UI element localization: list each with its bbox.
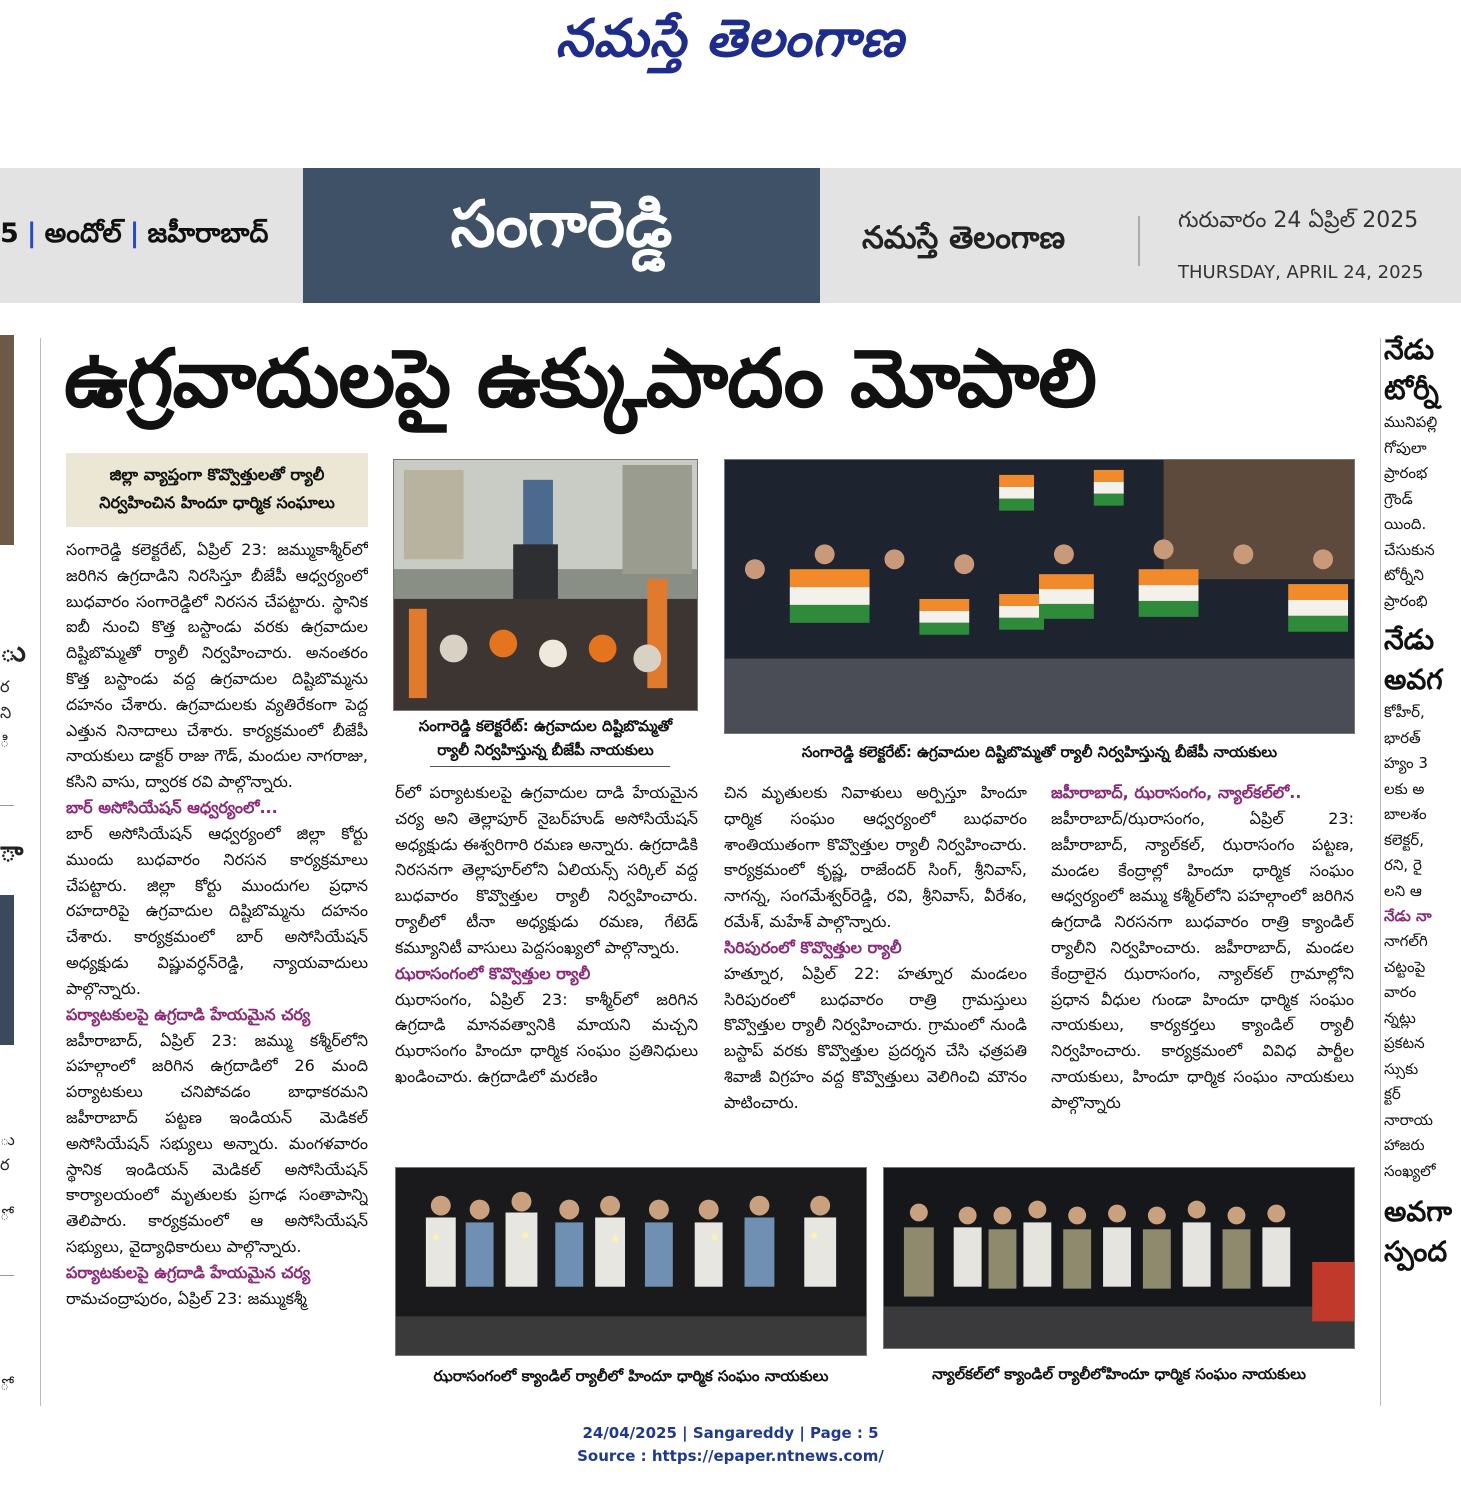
cropped-text: స్సుకు: [1384, 1059, 1419, 1078]
section-banner: [0, 168, 1461, 303]
footer-page-info: 24/04/2025 | Sangareddy | Page : 5: [582, 1424, 879, 1442]
column-rule: [40, 338, 41, 1406]
cropped-text: రని, రై: [1384, 856, 1422, 874]
right-cropped-column: [1384, 330, 1461, 1410]
section-kicker: సిరిపురంలో కొవ్వొత్తుల ర్యాలీ: [724, 937, 902, 957]
cropped-heading: అవగా: [1384, 1195, 1453, 1228]
cropped-text: నారాయ: [1384, 1110, 1433, 1129]
cropped-text: ప్రారంభి: [1384, 591, 1428, 610]
subhead-box: [66, 453, 368, 527]
cropped-text: లని ఆ: [1384, 881, 1422, 900]
caption-rule: [430, 766, 670, 767]
cropped-text: ా: [0, 835, 24, 868]
left-cropped-column: [0, 335, 26, 1405]
article-column-4: [1051, 780, 1354, 1146]
photo-caption: ఝరాసంగంలో క్యాండిల్ ర్యాలీలో హిందూ ధార్మిక సంఘం నాయకులు: [433, 1367, 829, 1385]
article-paragraph: రామచంద్రాపురం, ఏప్రిల్ 23: జమ్ముకశ్మీ: [66, 1288, 307, 1308]
photo-candle-rally-jharasangam: [395, 1167, 867, 1356]
cropped-text: చట్టంపై: [1384, 957, 1426, 976]
nav-item: 5: [0, 218, 19, 249]
section-kicker: ఝరాసంగంలో కొవ్వొత్తుల ర్యాలీ: [395, 963, 591, 983]
cropped-text: బాలశం: [1384, 805, 1427, 823]
page-footer: [0, 1422, 1461, 1468]
banner-nav: 5 | అందోల్ | జహీరాబాద్: [0, 218, 269, 249]
photo-effigy-rally: [393, 459, 698, 711]
article-column-3: [724, 780, 1027, 1146]
nav-item: అందోల్: [44, 218, 122, 249]
cropped-text: ప్రకటన: [1384, 1034, 1425, 1052]
newspaper-logo: నమస్తే తెలంగాణ: [555, 8, 905, 69]
cropped-text: కలెక్టర్,: [1384, 830, 1424, 849]
cropped-text: క్టర్: [1384, 1085, 1401, 1103]
article-paragraph: సంగారెడ్డి కలెక్టరేట్, ఏప్రిల్ 23: జమ్ముకాశ్మీర్‌లో జరిగిన ఉగ్రదాడిని నిరసిస్తూ బీజేపీ ఆధ్వర్యంలో బుధవారం సంగారెడ్డిలో నిరసన చేపట్టారు. స్థానిక ఐబీ నుంచి కొత్త బస్టాండు వరకు ఉగ్రవాదుల దిష్టిబొమ్మతో ర్యాలీ నిర్వహించారు. అనంతరం కొత్త బస్టాండు వద్ద ఉగ్రవాదుల దిష్టిబొమ్మను దహనం చేశారు. ఉగ్రవాదులకు వ్యతిరేకంగా పెద్ద ఎత్తున నినాదాలు చేశారు. కార్యక్రమంలో బీజేపీ నాయకులు డాక్టర్ రాజు గౌడ్, మందుల నాగరాజు, కసిని వాసు, ద్వారక రవి పాల్గొన్నారు.: [66, 540, 368, 792]
cropped-text: వారం: [1384, 983, 1417, 1001]
caption-line: ర్యాలీ నిర్వహిస్తున్న బీజేపీ నాయకులు: [437, 741, 654, 759]
photo-caption: న్యాల్‌కల్‌లో క్యాండిల్ ర్యాలీలోహిందూ ధార్మిక సంఘం నాయకులు: [932, 1365, 1306, 1383]
cropped-text: భారత్: [1384, 728, 1421, 747]
banner-divider: [1138, 216, 1140, 266]
cropped-text: మునిపల్లి: [1384, 413, 1438, 431]
cropped-text: ో: [0, 1375, 10, 1394]
cropped-heading: నేడు: [1384, 333, 1435, 366]
cropped-heading: నేడు: [1384, 623, 1435, 656]
divider: [0, 805, 14, 806]
cropped-text: ి: [0, 732, 10, 751]
article-paragraph: ర్‌లో పర్యాటకులపై ఉగ్రవాదుల దాడి హేయమైన చర్య అని తెల్లాపూర్ నైబర్‌హుడ్ అసోసియేషన్ అధ్యక్షుడు ఈశ్వరిగారి రమణ అన్నారు. ఉగ్రదాడికి నిరసనగా తెల్లాపూర్‌లోని ఏలియన్స్ సర్కిల్ వద్ద బుధవారం కొవ్వొత్తుల ర్యాలీ నిర్వహించారు. ర్యాలీలో టీనా అధ్యక్షుడు రమణ, గేటెడ్ కమ్యూనిటీ వాసులు పెద్దసంఖ్యలో పాల్గొన్నారు.: [395, 783, 698, 957]
subhead-line: జిల్లా వ్యాప్తంగా కొవ్వొత్తులతో ర్యాలీ: [109, 465, 325, 484]
section-kicker: బార్ అసోసియేషన్ ఆధ్వర్యంలో...: [66, 797, 278, 817]
cropped-text: లకు అ: [1384, 779, 1425, 798]
cropped-text: న్నట్లు: [1384, 1008, 1416, 1027]
cropped-kicker: నేడు నా: [1384, 907, 1432, 925]
cropped-text: హ్యం 3: [1384, 754, 1428, 772]
cropped-text: సంఖ్యలో: [1384, 1161, 1436, 1180]
nav-item: జహీరాబాద్: [147, 218, 269, 249]
cropped-heading: టోర్నీ: [1384, 373, 1439, 406]
cropped-text: ని: [0, 703, 12, 722]
caption-line: సంగారెడ్డి కలెక్టరేట్: ఉగ్రవాదుల దిష్టిబొమ్మతో: [418, 717, 673, 735]
divider: [0, 1275, 14, 1276]
cropped-text: ో: [0, 1205, 10, 1224]
cropped-heading: స్పంద: [1384, 1235, 1448, 1268]
section-kicker: పర్యాటకులపై ఉగ్రదాడి హేయమైన చర్య: [66, 1004, 311, 1024]
article-paragraph: బార్ అసోసియేషన్ ఆధ్వర్యంలో జిల్లా కోర్టు ముందు బుధవారం నిరసన కార్యక్రమాలు చేపట్టారు. జిల్లా కోర్టు ముందుగల ప్రధాన రహదారిపై ఉగ్రవాదుల దిష్టిబొమ్మను దహనం చేశారు. కార్యక్రమంలో బార్ అసోసియేషన్ అధ్యక్షుడు విష్ణువర్ధన్‌రెడ్డి, న్యాయవాదులు పాల్గొన్నారు.: [66, 823, 368, 998]
cropped-text: కోహీర్,: [1384, 703, 1425, 721]
paper-name: నమస్తే తెలంగాణ: [862, 220, 1066, 256]
footer-source: Source : https://epaper.ntnews.com/: [577, 1447, 884, 1465]
masthead: [0, 0, 1461, 95]
article-paragraph: హత్నూర, ఏప్రిల్ 22: హత్నూర మండలం సిరిపురంలో బుధవారం రాత్రి గ్రామస్తులు కొవ్వొత్తుల ర్యాలీ నిర్వహించారు. గ్రామంలో నుండి బస్టాప్ వరకు కొవ్వొత్తుల ప్రదర్శన చేసి ఛత్రపతి శివాజీ విగ్రహం వద్ద కొవ్వొత్తులు వెలిగించి మౌనం పాటించారు.: [724, 963, 1027, 1112]
cropped-text: గోపులా: [1384, 438, 1427, 457]
cropped-photo: [0, 335, 14, 545]
cropped-text: చేసుకున: [1384, 540, 1435, 559]
date-english: THURSDAY, APRIL 24, 2025: [1178, 262, 1424, 283]
subhead-line: నిర్వహించిన హిందూ ధార్మిక సంఘాలు: [99, 493, 335, 512]
article-column-1: [66, 537, 368, 1403]
section-kicker: పర్యాటకులపై ఉగ్రదాడి హేయమైన చర్య: [66, 1262, 311, 1282]
cropped-text: ప్రారంభ: [1384, 464, 1428, 482]
edition-title-box: [303, 168, 820, 303]
column-rule: [1380, 338, 1381, 1406]
date-telugu: గురువారం 24 ఏప్రిల్ 2025: [1178, 208, 1419, 233]
cropped-text: ు: [0, 1130, 15, 1149]
edition-title: సంగారెడ్డి: [450, 188, 673, 262]
cropped-photo: [0, 895, 14, 1045]
article-paragraph: జహీరాబాద్, ఏప్రిల్ 23: జమ్ము కశ్మీర్‌లోని పహల్గాంలో జరిగిన ఉగ్రదాడిలో 26 మంది పర్యాటకులు చనిపోవడం బాధాకరమని జహీరాబాద్ పట్టణ ఇండియన్ మెడికల్ అసోసియేషన్ సభ్యులు అన్నారు. మంగళవారం స్థానిక ఇండియన్ మెడికల్ అసోసియేషన్ కార్యాలయంలో మృతులకు ప్రగాఢ సంతాపాన్ని తెలిపారు. కార్యక్రమంలో ఆ అసోసియేషన్ సభ్యులు, వైద్యాధికారులు పాల్గొన్నారు.: [66, 1030, 368, 1256]
cropped-text: ర: [0, 1155, 10, 1174]
cropped-text: యింది.: [1384, 515, 1427, 533]
photo-caption: [393, 714, 698, 762]
photo-candle-rally-nyalkal: [883, 1167, 1355, 1349]
article-column-2: [395, 780, 698, 1146]
cropped-text: ు: [0, 635, 26, 668]
cropped-text: హాజరు: [1384, 1136, 1425, 1154]
main-headline: ఉగ్రవాదులపై ఉక్కుపాదం మోపాలి: [64, 332, 1096, 425]
cropped-text: నాగల్‌గి: [1384, 932, 1428, 950]
cropped-text: గ్రౌండ్: [1384, 489, 1413, 508]
article-paragraph: జహీరాబాద్/ఝరాసంగం, ఏప్రిల్ 23: జహీరాబాద్, న్యాల్‌కల్, ఝరాసంగం పట్టణ, మండల కేంద్రాల్లో హిందూ ధార్మిక సంఘం ఆధ్వర్యంలో జమ్ము కశ్మీర్‌లోని పహల్గాంలో జరిగిన ఉగ్రదాడి నిరసనగా బుధవారం రాత్రి క్యాండిల్ ర్యాలీని నిర్వహించారు. జహీరాబాద్, మండల కేంద్రాలైన ఝరాసంగం, న్యాల్‌కల్ గ్రామాల్లోని ప్రధాన వీధుల గుండా హిందూ ధార్మిక సంఘం నాయకులు, కార్యకర్తలు క్యాండిల్ ర్యాలీ నిర్వహించారు. కార్యక్రమంలో వివిధ పార్టీల నాయకులు, హిందూ ధార్మిక సంఘం నాయకులు పాల్గొన్నారు: [1051, 809, 1354, 1112]
article-paragraph: చిన మృతులకు నివాళులు అర్పిస్తూ హిందూ ధార్మిక సంఘం ఆధ్వర్యంలో బుధవారం శాంతియుతంగా కొవ్వొత్తుల ర్యాలీ నిర్వహించారు. కార్యక్రమంలో కృష్ణ, రాజేందర్ సింగ్, శ్రీనివాస్, నాగన్న, సంగమేశ్వర్‌రెడ్డి, రవి, శ్రీనివాస్, వీరేశం, రమేశ్, మహేశ్ పాల్గొన్నారు.: [724, 783, 1027, 931]
section-kicker: జహీరాబాద్, ఝరాసంగం, న్యాల్‌కల్‌లో..: [1051, 783, 1302, 802]
photo-flag-rally: [724, 459, 1355, 734]
cropped-heading: అవగ: [1384, 663, 1443, 696]
cropped-text: ర: [0, 677, 10, 696]
cropped-text: టోర్నీని: [1384, 566, 1424, 584]
article-paragraph: ఝరాసంగం, ఏప్రిల్ 23: కాశ్మీర్‌లో జరిగిన ఉగ్రదాడి మానవత్వానికి మాయని మచ్చని ఝరాసంగం హిందూ ధార్మిక సంఘం ప్రతినిధులు ఖండించారు. ఉగ్రదాడిలో మరణిం: [395, 989, 698, 1086]
photo-caption: సంగారెడ్డి కలెక్టరేట్: ఉగ్రవాదుల దిష్టిబొమ్మతో ర్యాలీ నిర్వహిస్తున్న బీజేపీ నాయకులు: [801, 743, 1278, 761]
